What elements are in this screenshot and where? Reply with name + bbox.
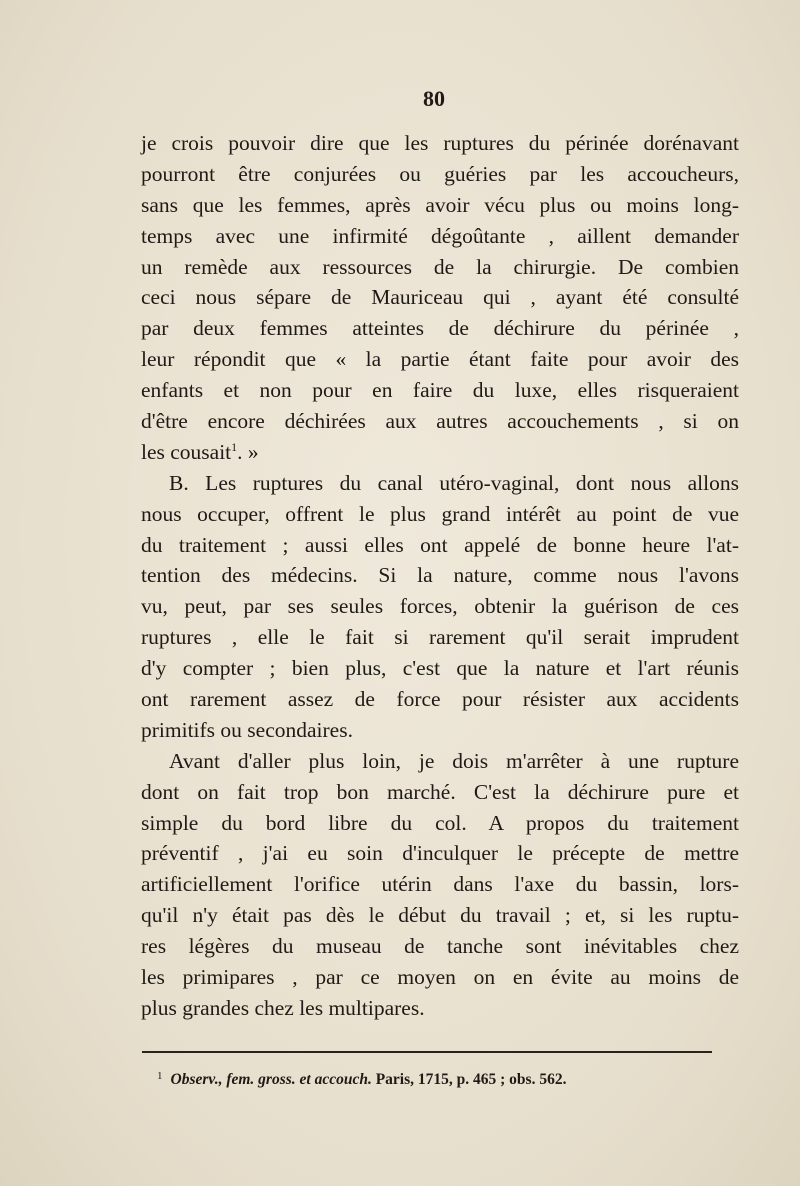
footnote-reference: 1 (231, 439, 238, 454)
text-fragment: les cousait (141, 439, 232, 464)
text-line: nous occuper, offrent le plus grand intérêt au point de vue (141, 501, 739, 526)
text-line: un remède aux ressources de la chirurgie. De combien (141, 254, 739, 279)
footnote-citation-details: Paris, 1715, p. 465 ; obs. 562. (371, 1071, 567, 1088)
footnote (157, 1070, 717, 1089)
text-line: enfants et non pour en faire du luxe, elles risqueraient (141, 378, 739, 403)
text-line: ceci nous sépare de Mauriceau qui , ayant été consulté (141, 285, 739, 310)
page-number: 80 (423, 86, 445, 111)
text-line: vu, peut, par ses seules forces, obtenir la guérison de ces (141, 594, 739, 619)
text-line: simple du bord libre du col. A propos du traitement (141, 810, 739, 835)
text-line: sans que les femmes, après avoir vécu plus ou moins long- (141, 192, 739, 217)
text-line-with-footnote (141, 437, 739, 468)
text-line: d'être encore déchirées aux autres accouchements , si on (141, 409, 739, 434)
text-line: plus grandes chez les multipares. (141, 995, 425, 1020)
paragraph-start: Avant d'aller plus loin, je dois m'arrêter à une rupture (169, 748, 739, 773)
quote-close: . » (237, 439, 259, 464)
text-line: dont on fait trop bon marché. C'est la déchirure pure et (141, 779, 739, 804)
text-line: par deux femmes atteintes de déchirure du périnée , (141, 316, 739, 341)
paragraph-start: B. Les ruptures du canal utéro-vaginal, dont nous allons (169, 470, 739, 495)
footnote-citation-title: Observ., fem. gross. et accouch. (170, 1071, 372, 1088)
body-text (141, 128, 739, 1024)
text-line: qu'il n'y était pas dès le début du travail ; et, si les ruptu- (141, 903, 739, 928)
text-line: artificiellement l'orifice utérin dans l'axe du bassin, lors- (141, 872, 739, 897)
text-line: primitifs ou secondaires. (141, 717, 353, 742)
footnote-divider (142, 1051, 712, 1053)
text-line: leur répondit que « la partie étant faite pour avoir des (141, 347, 739, 372)
text-line: d'y compter ; bien plus, c'est que la nature et l'art réunis (141, 656, 739, 681)
text-line: pourront être conjurées ou guéries par les accoucheurs, (141, 161, 739, 186)
text-line: tention des médecins. Si la nature, comme nous l'avons (141, 563, 739, 588)
text-line: ruptures , elle le fait si rarement qu'il serait imprudent (141, 625, 739, 650)
text-line: res légères du museau de tanche sont inévitables chez (141, 934, 739, 959)
text-line: je crois pouvoir dire que les ruptures du périnée dorénavant (141, 131, 739, 155)
text-line: ont rarement assez de force pour résister aux accidents (141, 687, 739, 712)
text-line: les primipares , par ce moyen on en évite au moins de (141, 965, 739, 990)
text-line: du traitement ; aussi elles ont appelé de bonne heure l'at- (141, 532, 739, 557)
footnote-number: 1 (157, 1070, 163, 1082)
text-line: préventif , j'ai eu soin d'inculquer le précepte de mettre (141, 841, 739, 866)
text-line: temps avec une infirmité dégoûtante , aillent demander (141, 223, 739, 248)
